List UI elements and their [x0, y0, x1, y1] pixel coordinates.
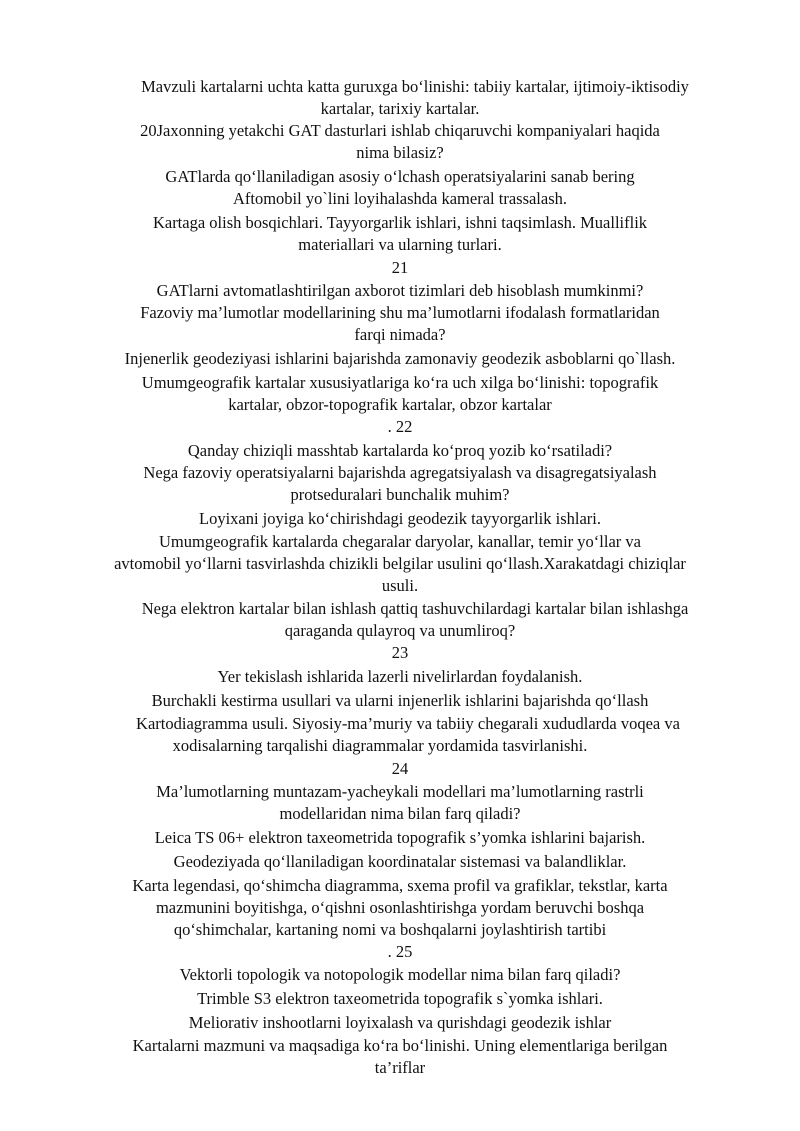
text-line: xodisalarning tarqalishi diagrammalar yordamida tasvirlanishi. — [172, 736, 588, 755]
text-line: materiallari va ularning turlari. — [298, 235, 502, 254]
text-line: avtomobil yoʻllarni tasvirlashda chizikli belgilar usulini qoʻllash.Xarakatdagi chiziqlar — [114, 554, 686, 573]
text-line: farqi nimada? — [354, 325, 446, 344]
text-line: Qanday chiziqli masshtab kartalarda koʻproq yozib koʻrsatiladi? — [187, 441, 613, 460]
text-line: Loyixani joyiga koʻchirishdagi geodezik tayyorgarlik ishlari. — [198, 509, 601, 528]
text-line: Kartalarni mazmuni va maqsadiga koʻra boʻlinishi. Uning elementlariga berilgan — [132, 1036, 668, 1055]
text-line: nima bilasiz? — [356, 143, 444, 162]
text-line: Ma’lumotlarning muntazam-yacheykali modellari ma’lumotlarning rastrli — [156, 782, 644, 801]
question-number: 23 — [391, 643, 409, 662]
document-page — [60, 0, 740, 1131]
question-number: . 22 — [387, 417, 413, 436]
text-line: Fazoviy ma’lumotlar modellarining shu ma’lumotlarni ifodalash formatlaridan — [140, 303, 660, 322]
question-number: 21 — [391, 258, 409, 277]
text-line: qaraganda qulayroq va unumliroq? — [284, 621, 516, 640]
text-line: 20Jaxonning yetakchi GAT dasturlari ishlab chiqaruvchi kompaniyalari haqida — [140, 121, 660, 140]
text-line: Injenerlik geodeziyasi ishlarini bajarishda zamonaviy geodezik asboblarni qo`llash. — [124, 349, 676, 368]
text-line: Kartodiagramma usuli. Siyosiy-ma’muriy va tabiiy chegarali xududlarda voqea va — [136, 714, 680, 733]
text-line: Meliorativ inshootlarni loyixalash va qurishdagi geodezik ishlar — [188, 1013, 612, 1032]
text-line: GATlarda qoʻllaniladigan asosiy oʻlchash operatsiyalarini sanab bering — [165, 167, 635, 186]
text-line: qoʻshimchalar, kartaning nomi va boshqalarni joylashtirish tartibi — [173, 920, 607, 939]
text-line: Geodeziyada qoʻllaniladigan koordinatalar sistemasi va balandliklar. — [173, 852, 627, 871]
text-line: ta’riflar — [374, 1058, 426, 1077]
text-line: Nega elektron kartalar bilan ishlash qattiq tashuvchilardagi kartalar bilan ishlashga — [141, 599, 689, 618]
text-line: Yer tekislash ishlarida lazerli nivelirlardan foydalanish. — [217, 667, 583, 686]
text-line: modellaridan nima bilan farq qiladi? — [279, 804, 521, 823]
text-line: Umumgeografik kartalarda chegaralar daryolar, kanallar, temir yoʻllar va — [159, 532, 641, 551]
text-line: mazmunini boyitishga, oʻqishni osonlashtirishga yordam beruvchi boshqa — [155, 898, 645, 917]
text-line: kartalar, obzor-topografik kartalar, obzor kartalar — [228, 395, 552, 414]
question-number: . 25 — [387, 942, 413, 961]
text-line: Aftomobil yo`lini loyihalashda kameral trassalash. — [232, 189, 568, 208]
text-line: Vektorli topologik va notopologik modellar nima bilan farq qiladi? — [179, 965, 621, 984]
text-line: usuli. — [381, 576, 419, 595]
text-line: Trimble S3 elektron taxeometrida topografik s`yomka ishlari. — [197, 989, 603, 1008]
text-line: Umumgeografik kartalar xususiyatlariga koʻra uch xilga boʻlinishi: topografik — [141, 373, 659, 392]
text-line: protseduralari bunchalik muhim? — [290, 485, 510, 504]
question-number: 24 — [391, 759, 409, 778]
text-line: Nega fazoviy operatsiyalarni bajarishda agregatsiyalash va disagregatsiyalash — [143, 463, 657, 482]
text-line: Kartaga olish bosqichlari. Tayyorgarlik ishlari, ishni taqsimlash. Mualliflik — [152, 213, 648, 232]
text-line: kartalar, tarixiy kartalar. — [320, 99, 480, 118]
text-line: Leica TS 06+ elektron taxeometrida topografik s’yomka ishlarini bajarish. — [154, 828, 646, 847]
text-line: GATlarni avtomatlashtirilgan axborot tizimlari deb hisoblash mumkinmi? — [156, 281, 644, 300]
text-line: Burchakli kestirma usullari va ularni injenerlik ishlarini bajarishda qoʻllash — [151, 691, 649, 710]
text-line: Mavzuli kartalarni uchta katta guruxga boʻlinishi: tabiiy kartalar, ijtimoiy-iktisodiy — [141, 77, 689, 96]
text-line: Karta legendasi, qoʻshimcha diagramma, sxema profil va grafiklar, tekstlar, karta — [132, 876, 668, 895]
